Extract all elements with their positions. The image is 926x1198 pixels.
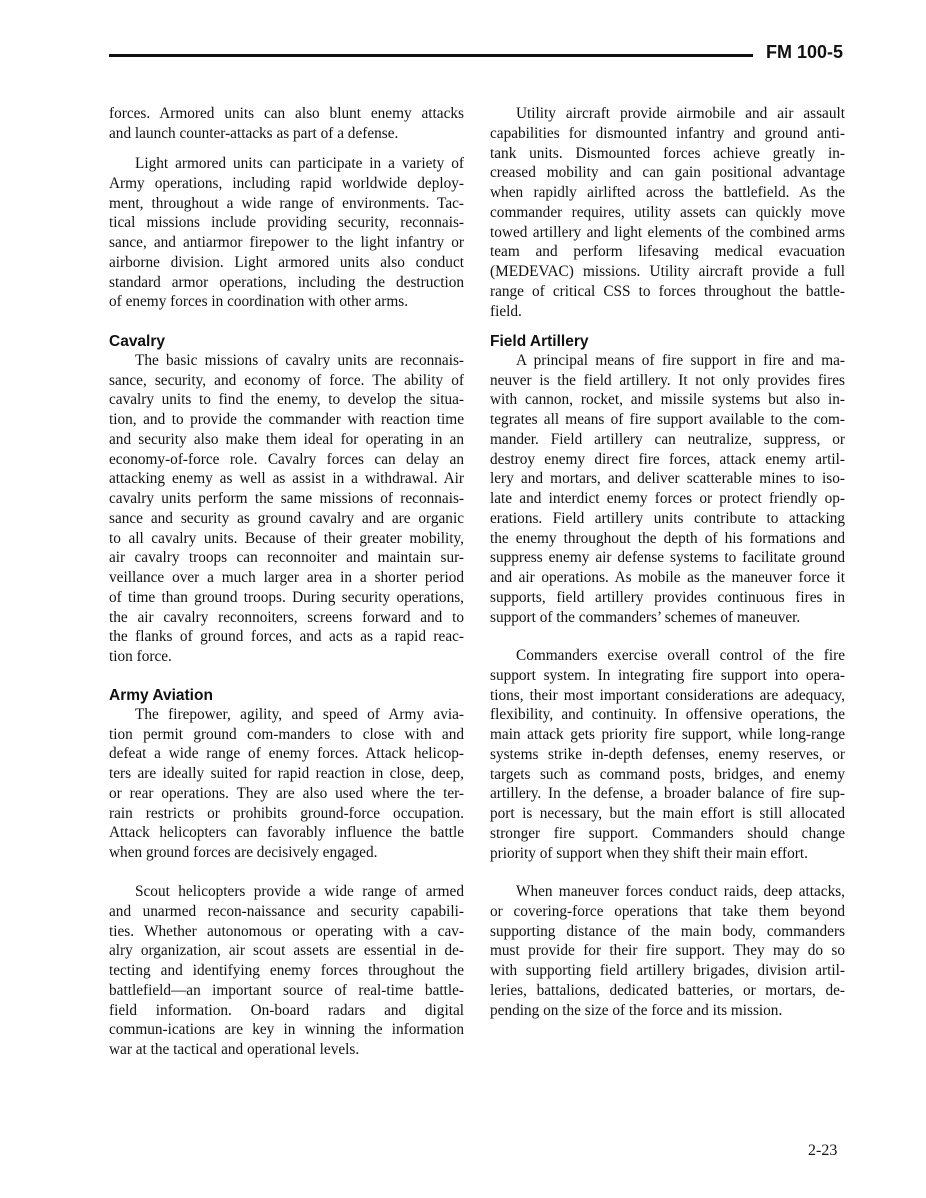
text-line: veillance over a much larger area in a shorter period: [109, 569, 464, 586]
text-line: forces. Armored units can also blunt enemy attacks: [109, 105, 464, 122]
text-line: Attack helicopters can favorably influence the battle: [109, 824, 464, 842]
section: [490, 332, 845, 628]
text-line: Army operations, including rapid worldwide deploy-: [109, 174, 464, 192]
text-line: tions, their most important considerations are adequacy,: [490, 686, 845, 704]
text-line: team and perform lifesaving medical evacuation: [490, 243, 845, 261]
text-line: defeat a wide range of enemy forces. Attack helicop-: [109, 745, 464, 763]
text-line: and air operations. As mobile as the maneuver force it: [490, 569, 845, 586]
paragraph: [490, 647, 845, 864]
text-line: lery and mortars, and deliver scatterable mines to iso-: [490, 470, 845, 488]
text-line: and security also make them ideal for operating in an: [109, 430, 464, 448]
text-line: field information. On-board radars and digital: [109, 1001, 464, 1019]
text-line: priority of support when they shift their main effort.: [490, 844, 808, 862]
text-line: with cannon, rocket, and missile systems but also in-: [490, 391, 845, 409]
text-line: destroy enemy direct fire forces, attack enemy artil-: [490, 450, 845, 468]
text-line: support system. In integrating fire support into opera-: [490, 666, 845, 684]
text-line: towed artillery and light elements of the combined arms: [490, 223, 845, 241]
text-line: field.: [490, 302, 522, 320]
text-line: supporting distance of the main body, commanders: [490, 922, 845, 940]
text-line: systems strike in-depth defenses, enemy reserves, or: [490, 745, 845, 763]
text-line: the enemy throughout the depth of his formations and: [490, 529, 845, 547]
text-line: or rear operations. They are also used where the ter-: [109, 784, 464, 802]
text-line: creased mobility and can gain positional advantage: [490, 164, 845, 182]
paragraph: [109, 883, 464, 1061]
text-line: or covering-force operations that take them beyond: [490, 902, 845, 920]
section-heading: Cavalry: [109, 333, 166, 350]
text-line: tion permit ground com-manders to close with and: [109, 725, 464, 743]
text-line: support of the commanders’ schemes of maneuver.: [490, 608, 801, 626]
paragraph: [490, 883, 845, 1021]
text-line: battlefield—an important source of real-time battle-: [109, 981, 464, 999]
paragraph: [490, 105, 845, 322]
text-line: of enemy forces in coordination with other arms.: [109, 293, 409, 311]
text-line: erations. Field artillery units contribute to attacking: [490, 509, 845, 527]
text-line: tecting and identifying enemy forces throughout the: [109, 962, 464, 979]
text-line: standard armor operations, including the destruction: [109, 273, 464, 291]
text-line: air cavalry troops can reconnoiter and maintain sur-: [109, 549, 464, 567]
text-line: late and interdict enemy forces or protect friendly op-: [490, 490, 845, 507]
text-line: tion, and to provide the commander with reaction time: [109, 411, 464, 428]
text-line: flexibility, and continuity. In offensive operations, the: [490, 706, 845, 724]
text-line: ters are ideally suited for rapid reaction in close, deep,: [109, 765, 464, 782]
section-heading: Army Aviation: [109, 687, 213, 704]
text-line: The firepower, agility, and speed of Army avia-: [135, 705, 464, 723]
text-line: the air cavalry reconnoiters, screens forward and to: [109, 608, 464, 626]
paragraph: [109, 155, 464, 313]
text-line: commander requires, utility assets can quickly move: [490, 203, 845, 221]
text-line: Light armored units can participate in a variety of: [135, 155, 464, 172]
text-line: cavalry units perform the same missions of reconnais-: [109, 490, 464, 507]
text-line: A principal means of fire support in fire and ma-: [516, 351, 845, 369]
text-line: artillery. In the defense, a broader balance of fire sup-: [490, 785, 845, 803]
manual-title: FM 100-5: [766, 42, 844, 62]
text-line: mander. Field artillery can neutralize, suppress, or: [490, 430, 845, 448]
text-line: The basic missions of cavalry units are reconnais-: [135, 351, 464, 369]
text-line: sance and security as ground cavalry and are organic: [109, 509, 464, 527]
text-line: war at the tactical and operational levels.: [109, 1041, 360, 1058]
text-line: airborne division. Light armored units also conduct: [109, 253, 464, 271]
text-line: with supporting field artillery brigades, division artil-: [490, 962, 845, 979]
text-line: When maneuver forces conduct raids, deep attacks,: [516, 883, 845, 900]
text-line: pending on the size of the force and its mission.: [490, 1001, 783, 1019]
text-line: to all cavalry units. Because of their greater mobility,: [109, 529, 464, 547]
section: [109, 686, 464, 864]
text-line: and unarmed recon-naissance and security capabili-: [109, 902, 464, 920]
text-line: attacking enemy as well as assist in a withdrawal. Air: [109, 470, 464, 488]
text-line: must provide for their fire support. They may do so: [490, 942, 845, 960]
text-line: commun-ications are key in winning the information: [109, 1021, 464, 1039]
text-line: ment, throughout a wide range of environments. Tac-: [109, 194, 464, 212]
text-line: leries, battalions, dedicated batteries, or mortars, de-: [490, 981, 845, 999]
section: [109, 332, 464, 668]
text-line: cavalry units to find the enemy, to develop the situa-: [109, 391, 464, 409]
text-line: sance, and antiarmor firepower to the light infantry or: [109, 234, 464, 251]
text-line: ties. Whether autonomous or operating with a cav-: [109, 922, 464, 940]
section-heading: Field Artillery: [490, 333, 589, 350]
text-line: Scout helicopters provide a wide range of armed: [135, 883, 464, 900]
text-line: alry organization, air scout assets are essential in de-: [109, 942, 464, 960]
text-line: economy-of-force role. Cavalry forces can delay an: [109, 450, 464, 468]
text-line: stronger fire support. Commanders should change: [490, 824, 845, 842]
text-line: Utility aircraft provide airmobile and air assault: [516, 105, 845, 122]
text-line: neuver is the field artillery. It not only provides fires: [490, 371, 845, 389]
text-line: suppress enemy air defense systems to facilitate ground: [490, 549, 845, 567]
text-line: supports, field artillery provides continuous fires in: [490, 588, 845, 606]
text-line: port is necessary, but the main effort is still allocated: [490, 805, 845, 822]
text-line: (MEDEVAC) missions. Utility aircraft provide a full: [490, 263, 845, 280]
text-line: tion force.: [109, 648, 172, 665]
text-line: Commanders exercise overall control of the fire: [516, 647, 845, 664]
text-line: range of critical CSS to forces throughout the battle-: [490, 282, 845, 300]
text-line: when rapidly airlifted across the battlefield. As the: [490, 184, 845, 201]
text-line: tank units. Dismounted forces achieve greatly in-: [490, 144, 845, 162]
text-line: of time than ground troops. During security operations,: [109, 588, 464, 606]
page-number: 2-23: [808, 1142, 838, 1159]
text-line: when ground forces are decisively engaged.: [109, 844, 378, 861]
text-line: tegrates all means of fire support available to the com-: [490, 411, 845, 428]
text-line: sance, security, and economy of force. The ability of: [109, 371, 464, 389]
text-line: and launch counter-attacks as part of a defense.: [109, 124, 399, 142]
text-line: targets such as command posts, bridges, and enemy: [490, 765, 845, 783]
header-rule: [109, 54, 753, 57]
paragraph: [109, 105, 464, 145]
text-line: rain restricts or prohibits ground-force occupation.: [109, 804, 464, 822]
text-line: the flanks of ground forces, and acts as a rapid reac-: [109, 628, 464, 646]
text-line: main attack gets priority fire support, while long-range: [490, 726, 845, 743]
text-line: capabilities for dismounted infantry and ground anti-: [490, 124, 845, 142]
text-line: tical missions include providing security, reconnais-: [109, 214, 464, 232]
